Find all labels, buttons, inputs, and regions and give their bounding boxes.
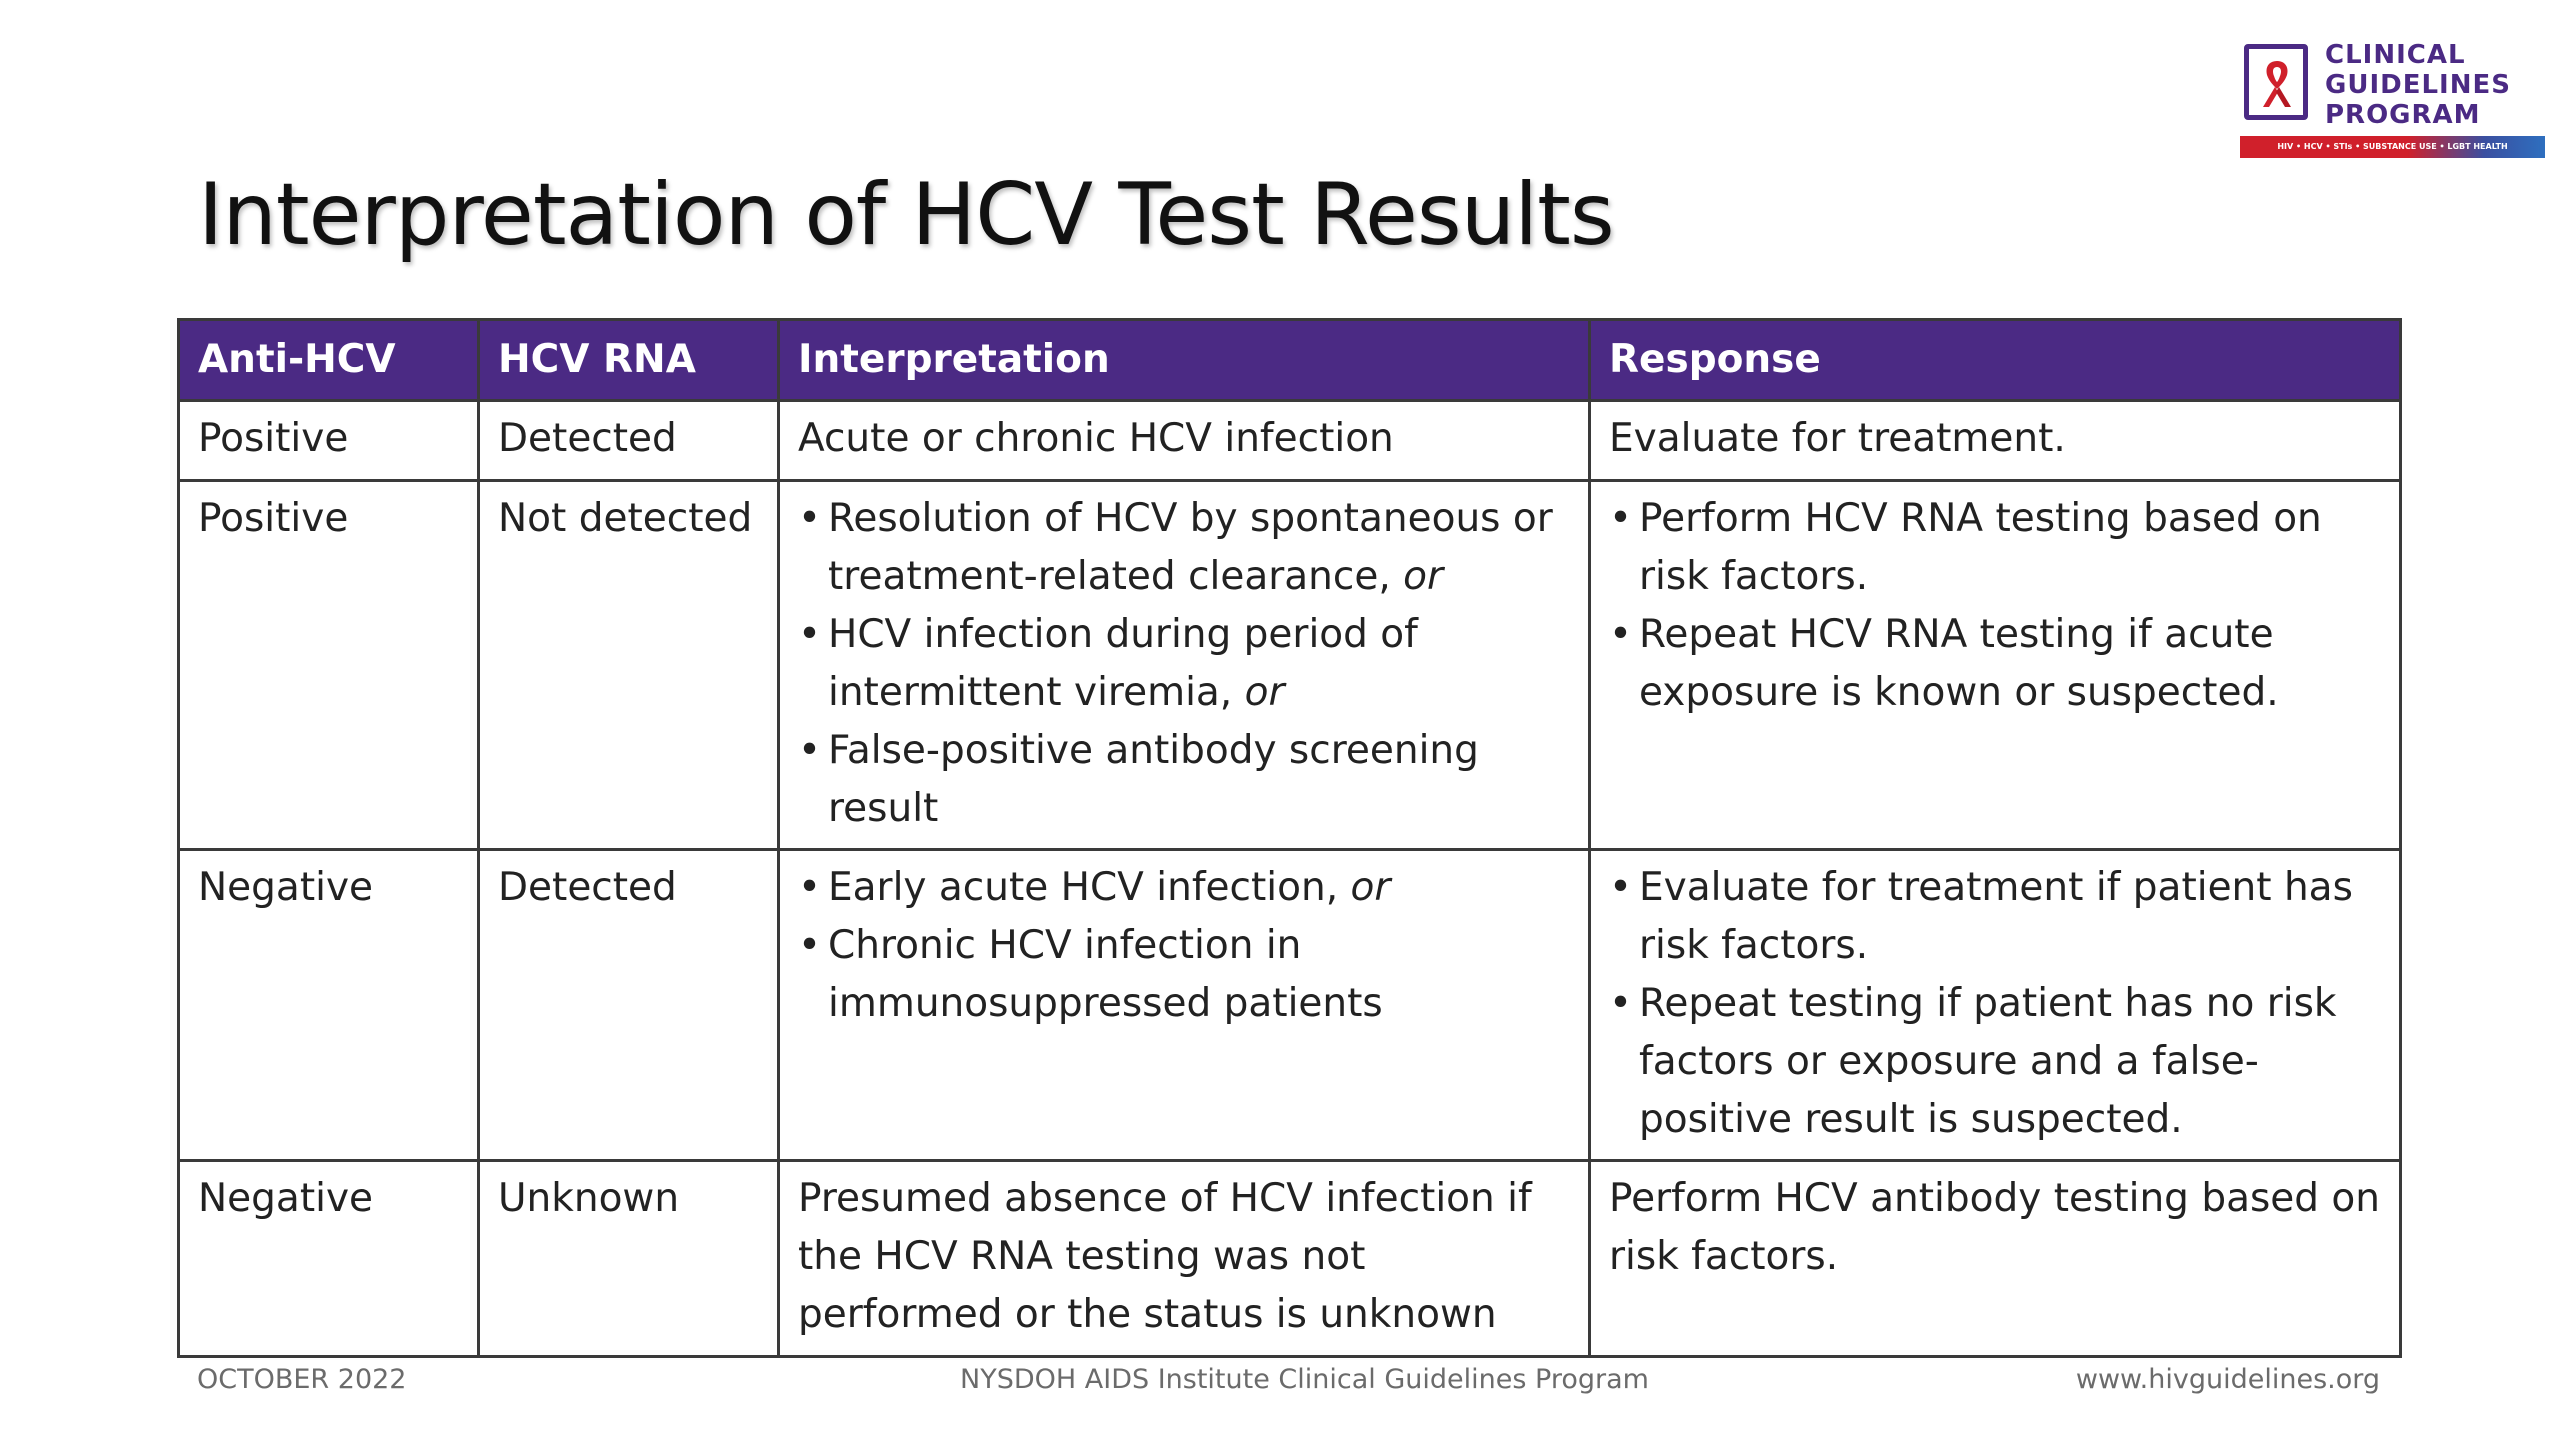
- red-ribbon-icon: [2257, 57, 2297, 109]
- cell-hcv-rna: Not detected: [479, 481, 779, 850]
- column-header-anti-hcv: Anti-HCV: [179, 320, 479, 401]
- bullet-text: Resolution of HCV by spontaneous or treatment-related clearance,: [828, 496, 1553, 599]
- cell-response: Perform HCV antibody testing based on risk factors.: [1590, 1161, 2401, 1357]
- bullet-emphasis: or: [1403, 554, 1444, 599]
- clinical-guidelines-program-logo: [2240, 40, 2545, 160]
- list-item: • Perform HCV RNA testing based on risk factors.: [1609, 490, 2381, 606]
- cell-hcv-rna: Detected: [479, 850, 779, 1161]
- cell-anti-hcv: Positive: [179, 481, 479, 850]
- interpretation-list: [798, 490, 1570, 838]
- logo-line-2: GUIDELINES: [2325, 70, 2511, 100]
- logo-line-1: CLINICAL: [2325, 40, 2466, 70]
- logo-wordmark: [2325, 40, 2511, 130]
- slide-title: Interpretation of HCV Test Results: [198, 165, 1614, 265]
- logo-line-3: PROGRAM: [2325, 100, 2481, 130]
- list-item: • Repeat testing if patient has no risk factors or exposure and a false-positive result is suspected.: [1609, 975, 2381, 1149]
- table-row: [179, 850, 2401, 1161]
- list-item: • Repeat HCV RNA testing if acute exposure is known or suspected.: [1609, 606, 2381, 722]
- interpretation-list: [798, 859, 1570, 1033]
- footer-program: NYSDOH AIDS Institute Clinical Guidelines Program: [960, 1364, 1649, 1395]
- cell-interpretation: [779, 481, 1590, 850]
- bullet-text: Early acute HCV infection,: [828, 865, 1351, 910]
- logo-topic-strip: HIV • HCV • STIs • SUBSTANCE USE • LGBT HEALTH: [2240, 136, 2545, 158]
- cell-anti-hcv: Positive: [179, 401, 479, 481]
- bullet-text: HCV infection during period of intermittent viremia,: [828, 612, 1418, 715]
- column-header-response: Response: [1590, 320, 2401, 401]
- table-header-row: [179, 320, 2401, 401]
- bullet-emphasis: or: [1244, 670, 1285, 715]
- list-item: [798, 859, 1570, 917]
- cell-hcv-rna: Detected: [479, 401, 779, 481]
- bullet-text: Chronic HCV infection in immunosuppressed patients: [828, 923, 1383, 1026]
- cell-hcv-rna: Unknown: [479, 1161, 779, 1357]
- cell-interpretation: [779, 850, 1590, 1161]
- cell-response: Evaluate for treatment.: [1590, 401, 2401, 481]
- list-item: [798, 917, 1570, 1033]
- response-list: [1609, 490, 2381, 722]
- ribbon-logo-box: [2244, 44, 2308, 120]
- list-item: [798, 606, 1570, 722]
- cell-interpretation: Acute or chronic HCV infection: [779, 401, 1590, 481]
- list-item: [798, 490, 1570, 606]
- footer-website-link[interactable]: www.hivguidelines.org: [2075, 1364, 2380, 1395]
- bullet-text: False-positive antibody screening result: [828, 728, 1479, 831]
- cell-anti-hcv: Negative: [179, 850, 479, 1161]
- hcv-results-table: [177, 318, 2402, 1358]
- table-row: [179, 401, 2401, 481]
- column-header-hcv-rna: HCV RNA: [479, 320, 779, 401]
- footer-date: OCTOBER 2022: [197, 1364, 407, 1395]
- response-list: [1609, 859, 2381, 1149]
- cell-response: [1590, 850, 2401, 1161]
- cell-interpretation: Presumed absence of HCV infection if the HCV RNA testing was not performed or the status is unknown: [779, 1161, 1590, 1357]
- cell-response: [1590, 481, 2401, 850]
- bullet-emphasis: or: [1350, 865, 1391, 910]
- table-row: [179, 481, 2401, 850]
- table-row: [179, 1161, 2401, 1357]
- cell-anti-hcv: Negative: [179, 1161, 479, 1357]
- column-header-interpretation: Interpretation: [779, 320, 1590, 401]
- list-item: [798, 722, 1570, 838]
- list-item: • Evaluate for treatment if patient has risk factors.: [1609, 859, 2381, 975]
